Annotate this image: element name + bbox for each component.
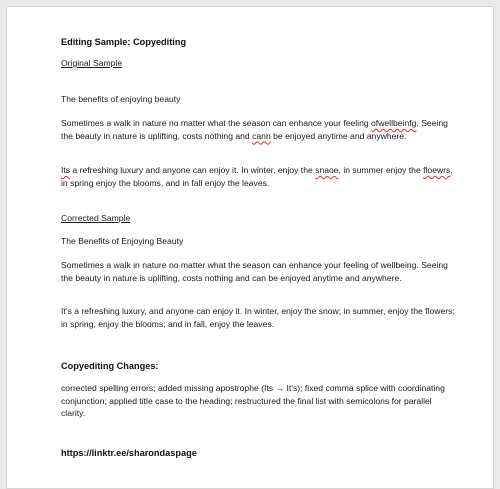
corrected-heading: The Benefits of Enjoying Beauty: [61, 236, 184, 246]
profile-link[interactable]: https://linktr.ee/sharondaspage: [61, 448, 197, 458]
original-sample-label: Original Sample: [61, 58, 123, 68]
spelling-error: snaoe: [315, 165, 339, 175]
text-run: be enjoyed anytime and anywhere.: [270, 130, 407, 141]
original-paragraph-2: [61, 164, 456, 189]
corrected-paragraph-2: It’s a refreshing luxury, and anyone can enjoy it. In winter, enjoy the snow; in summer, enjoy the flowers; in spring, enjoy the blooms; and in fall, enjoy the leaves.: [61, 306, 455, 329]
text-run: Sometimes a walk in nature no matter what the season can enhance your feeling: [61, 118, 372, 128]
spelling-error: ofwellbeinfg: [371, 118, 417, 128]
document-title: Editing Sample: Copyediting: [61, 37, 187, 47]
corrected-paragraph-1: Sometimes a walk in nature no matter what the season can enhance your feeling of wellbeing. Seeing the beauty in nature is uplifting, costs nothing and can be enjoyed anytime and anywhere.: [61, 260, 448, 283]
text-run: . Seeing the beauty in nature is uplifting, costs nothing and: [61, 118, 448, 141]
changes-text: corrected spelling errors; added missing apostrophe (Its → It’s); fixed comma splice with coordinating conjunction; applied title case to the heading; restructured the final list with semicolons for parallel clarity.: [61, 383, 445, 419]
spelling-error: cann: [252, 130, 271, 141]
document-page: [6, 6, 494, 489]
original-heading: The benefits of enjoying beauty: [61, 94, 181, 104]
text-run: a refreshing luxury and anyone can enjoy it. In winter, enjoy the: [70, 165, 316, 175]
changes-heading: Copyediting Changes:: [61, 361, 159, 371]
text-run: , in spring enjoy the blooms, and in fall enjoy the leaves.: [61, 165, 453, 188]
text-run: , in summer enjoy the: [338, 165, 424, 175]
spelling-error: floewrs: [423, 165, 451, 175]
spelling-error: Its: [61, 165, 71, 175]
original-paragraph-1: [61, 117, 456, 142]
corrected-sample-label: Corrected Sample: [61, 213, 131, 223]
